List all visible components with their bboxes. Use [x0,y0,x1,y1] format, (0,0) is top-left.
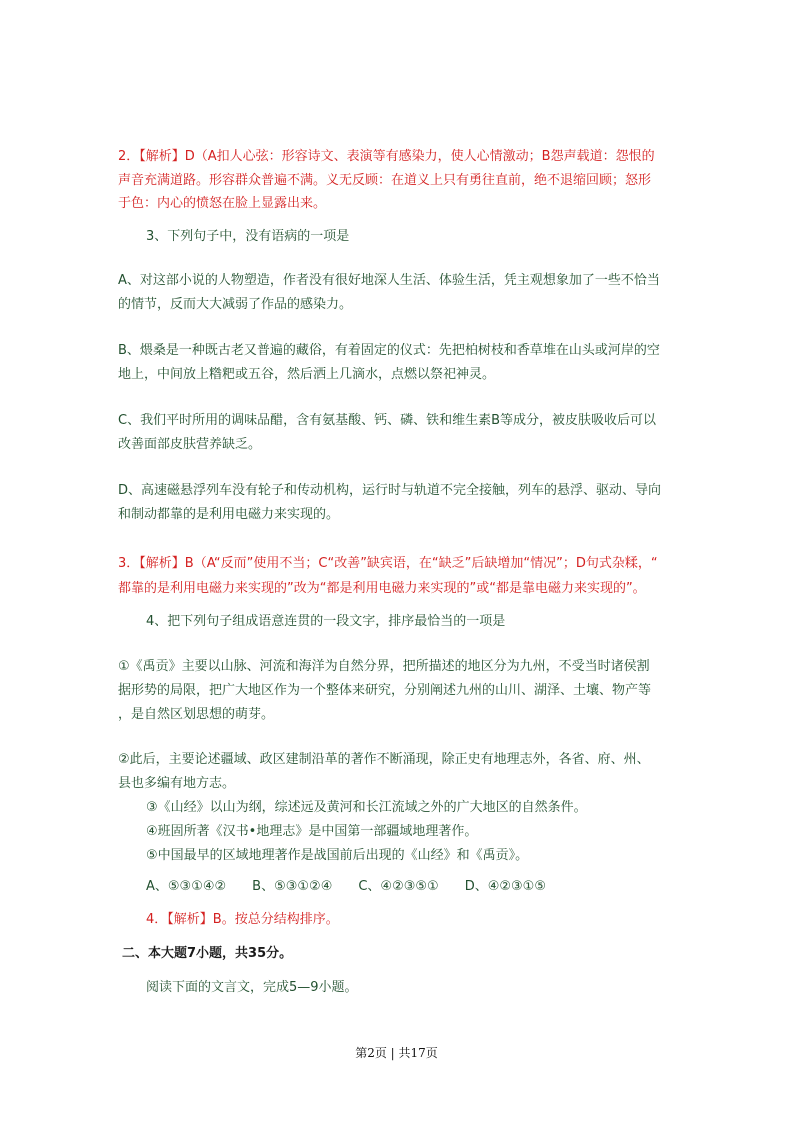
sentence-1-line-1: ①《禹贡》主要以山脉、河流和海洋为自然分界，把所描述的地区分为九州，不受当时诸侯割 [118,659,650,674]
option-d-line-1: D、高速磁悬浮列车没有轮子和传动机构，运行时与轨道不完全接触，列车的悬浮、驱动、导向 [118,483,662,498]
option-c-line-2: 改善面部皮肤营养缺乏。 [118,437,262,452]
option-d-line-2: 和制动都靠的是利用电磁力来实现的。 [118,507,340,522]
answer-2-line-2: 声音充满道路。形容群众普遍不满。义无反顾：在道义上只有勇往直前，绝不退缩回顾；怒形 [118,173,652,188]
answer-3-line-1: 3．【解析】B（A“反而”使用不当；C“改善”缺宾语，在“缺乏”后缺增加“情况”；D句式杂糅，“ [118,556,658,571]
sentence-4: ④班固所著《汉书•地理志》是中国第一部疆域地理著作。 [146,824,478,839]
question-3-stem: 3、下列句子中，没有语病的一项是 [146,229,350,244]
section-2-heading: 二、本大题7小题，共35分。 [122,946,293,961]
sentence-5: ⑤中国最早的区域地理著作是战国前后出现的《山经》和《禹贡》。 [146,848,529,863]
option-b-line-2: 地上，中间放上糌粑或五谷，然后洒上几滴水，点燃以祭祀神灵。 [118,367,496,382]
sentence-2-line-1: ②此后，主要论述疆域、政区建制沿革的著作不断涌现，除正史有地理志外，各省、府、州、 [118,752,650,767]
answer-options: A、⑤③①④② B、⑤③①②④ C、④②③⑤① D、④②③①⑤ [146,879,546,894]
option-c-line-1: C、我们平时所用的调味品醋，含有氨基酸、钙、磷、铁和维生素B等成分，被皮肤吸收后可以 [118,413,656,428]
option-a-line-1: A、对这部小说的人物塑造，作者没有很好地深人生活、体验生活，凭主观想象加了一些不恰当 [118,273,660,288]
sentence-3: ③《山经》以山为纲，综述远及黄河和长江流域之外的广大地区的自然条件。 [146,800,587,815]
answer-3-line-2: 都靠的是利用电磁力来实现的”改为“都是利用电磁力来实现的”或“都是靠电磁力来实现的”。 [118,581,646,596]
answer-2-line-1: 2．【解析】D（A扣人心弦：形容诗文、表演等有感染力，使人心情激动；B怨声载道：怨恨的 [118,149,655,164]
option-b-line-1: B、煨桑是一种既古老又普遍的藏俗，有着固定的仪式：先把柏树枝和香草堆在山头或河岸的空 [118,343,660,358]
answer-2-line-3: 于色：内心的愤怒在脸上显露出来。 [118,196,327,211]
sentence-1-line-3: ，是自然区划思想的萌芽。 [118,707,275,722]
page-footer: 第2页 | 共17页 [355,1046,438,1060]
option-a-line-2: 的情节，反而大大减弱了作品的感染力。 [118,297,353,312]
section-2-instruction: 阅读下面的文言文，完成5—9小题。 [146,980,358,995]
sentence-1-line-2: 据形势的局限，把广大地区作为一个整体来研究，分别阐述九州的山川、湖泽、土壤、物产等 [118,683,652,698]
question-4-stem: 4、把下列句子组成语意连贯的一段文字，排序最恰当的一项是 [146,614,506,629]
sentence-2-line-2: 县也多编有地方志。 [118,776,236,791]
answer-4: 4．【解析】B。按总分结构排序。 [146,912,339,927]
